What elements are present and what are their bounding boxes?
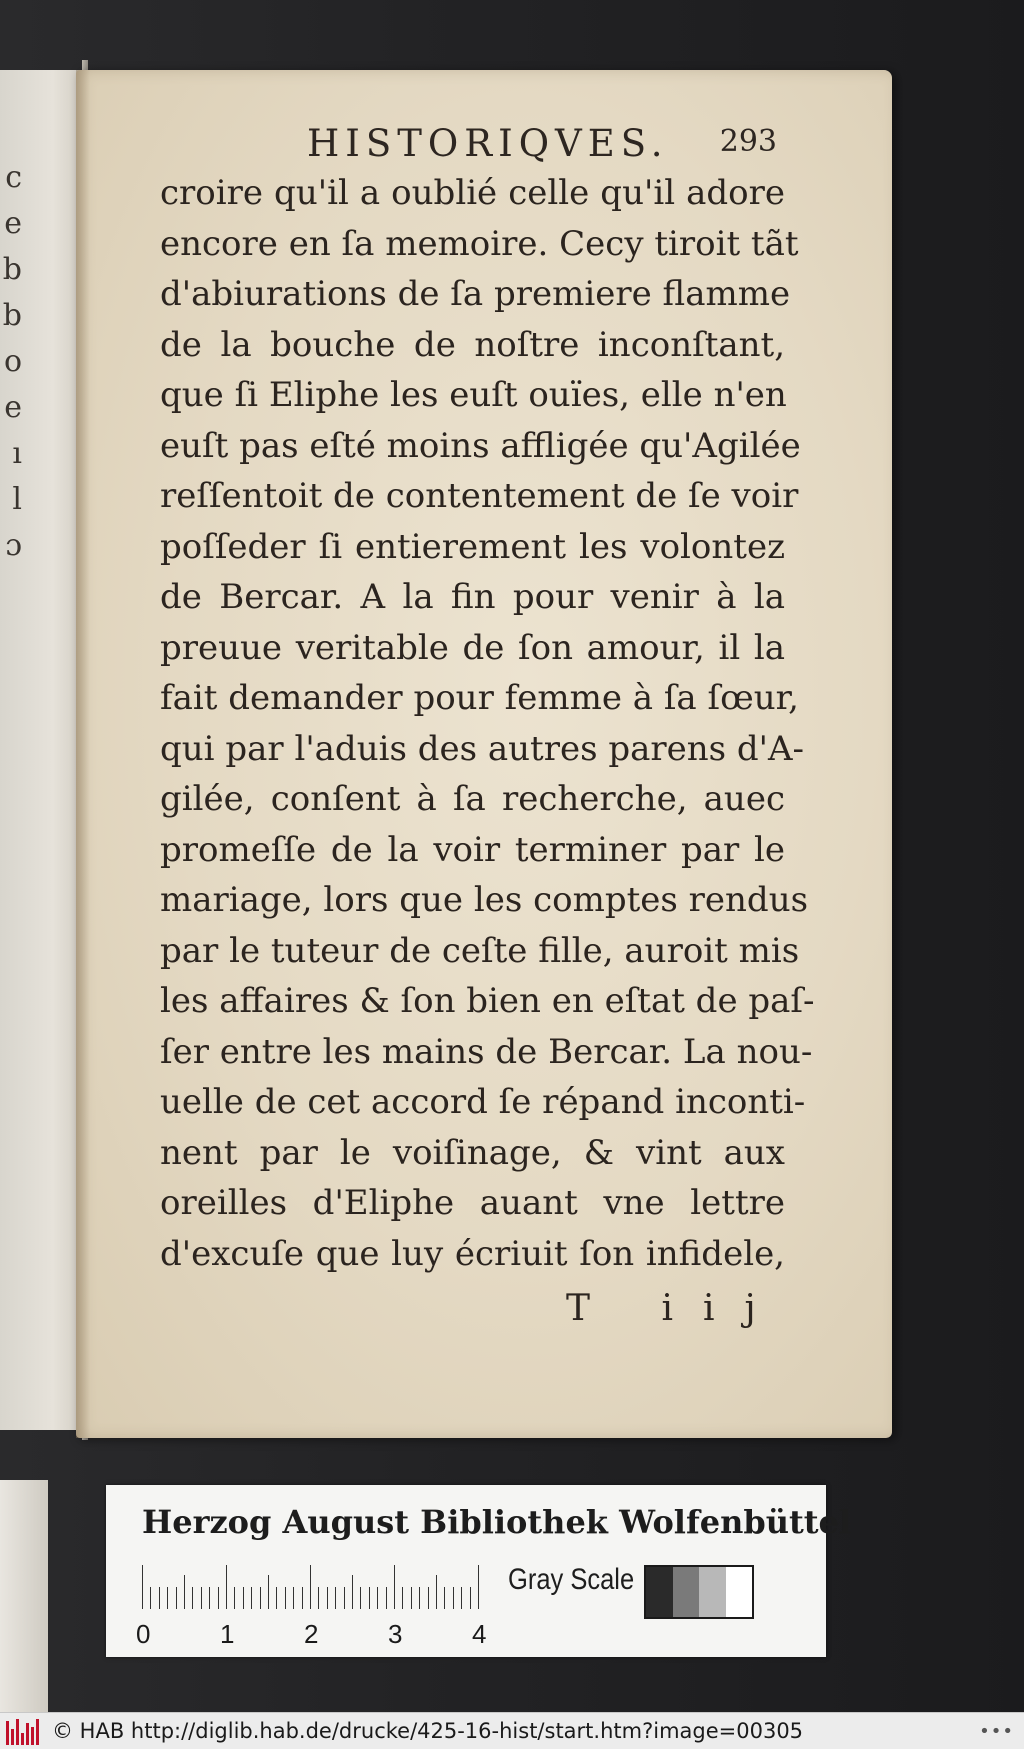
- ruler-tick: [419, 1587, 420, 1609]
- ruler-tick: [369, 1587, 370, 1609]
- ruler-number: 4: [472, 1619, 487, 1649]
- text-line: reſſentoit de contentement de ſe voir: [160, 476, 799, 516]
- text-block: [160, 168, 815, 1279]
- text-line: encore en ſa memoire. Cecy tiroit tãt: [160, 223, 799, 264]
- ruler-tick: [318, 1587, 319, 1609]
- signature-mark: T iij: [566, 1288, 786, 1329]
- hab-barcode-logo-icon[interactable]: [6, 1717, 46, 1745]
- text-line: gilée, conſent à ſa recherche, auec: [160, 779, 785, 819]
- left-page-letter: o: [3, 344, 22, 379]
- ruler-tick: [293, 1587, 294, 1609]
- text-line: uelle de cet accord ſe répand inconti-: [160, 1082, 806, 1122]
- ruler-tick: [251, 1587, 252, 1609]
- ruler-tick: [310, 1565, 311, 1609]
- ruler-tick: [268, 1575, 269, 1609]
- text-line: poſſeder ſi entierement les volontez: [160, 526, 785, 567]
- scale-card: [106, 1485, 852, 1657]
- ruler-tick: [386, 1587, 387, 1609]
- ruler-tick: [260, 1587, 261, 1609]
- text-line: les affaires & ſon bien en eſtat de paſ-: [160, 981, 815, 1021]
- left-page-letter: l: [12, 482, 22, 517]
- left-page-letter: b: [2, 298, 22, 333]
- ruler-tick: [360, 1587, 361, 1609]
- text-line: promeſſe de la voir terminer par le: [160, 829, 785, 870]
- ruler-tick: [243, 1587, 244, 1609]
- ruler-tick: [209, 1587, 210, 1609]
- text-line: de la bouche de noſtre inconſtant,: [160, 324, 785, 365]
- page-number: 293: [719, 124, 777, 159]
- ruler-tick: [302, 1587, 303, 1609]
- ruler-tick: [335, 1587, 336, 1609]
- ruler-tick: [411, 1587, 412, 1609]
- ruler-tick: [167, 1587, 168, 1609]
- gray-swatch: [726, 1567, 753, 1617]
- text-line: qui par l'aduis des autres parens d'A-: [160, 728, 805, 769]
- ruler-tick: [453, 1587, 454, 1609]
- ruler-number: 2: [304, 1619, 319, 1649]
- status-url-text[interactable]: © HAB http://diglib.hab.de/drucke/425-16-hist/start.htm?image=00305: [52, 1719, 804, 1743]
- ruler-tick: [192, 1587, 193, 1609]
- ruler-tick: [276, 1587, 277, 1609]
- text-line: de Bercar. A la fin pour venir à la: [160, 577, 785, 617]
- running-title: HISTORIQVES.: [307, 122, 669, 165]
- ruler-tick: [352, 1575, 353, 1609]
- book-page: [76, 70, 892, 1438]
- running-head: [231, 122, 781, 172]
- gray-swatch: [646, 1567, 673, 1617]
- ruler-tick: [436, 1575, 437, 1609]
- page-fold: [76, 70, 90, 1438]
- ruler: [142, 1563, 490, 1609]
- ruler-tick: [470, 1587, 471, 1609]
- ruler-tick: [176, 1587, 177, 1609]
- ruler-tick: [142, 1565, 143, 1609]
- text-line: mariage, lors que les comptes rendus: [160, 880, 809, 920]
- ruler-tick: [461, 1587, 462, 1609]
- ruler-tick: [402, 1587, 403, 1609]
- ruler-tick: [234, 1587, 235, 1609]
- gray-swatch: [673, 1567, 700, 1617]
- ruler-tick: [344, 1587, 345, 1609]
- text-line: oreilles d'Eliphe auant vne lettre: [160, 1183, 785, 1223]
- ruler-tick: [159, 1587, 160, 1609]
- text-line: d'abiurations de ſa premiere flamme: [160, 274, 791, 314]
- ruler-tick: [394, 1565, 395, 1609]
- library-name: Herzog August Bibliothek Wolfenbüttel: [142, 1503, 852, 1541]
- text-line: nent par le voiſinage, & vint aux: [160, 1132, 785, 1173]
- left-page-letter: c: [5, 160, 22, 195]
- ruler-tick: [428, 1587, 429, 1609]
- left-page-letter: ɔ: [5, 528, 22, 563]
- ruler-tick: [327, 1587, 328, 1609]
- ruler-number: 1: [220, 1619, 235, 1649]
- left-page-letter: ı: [12, 436, 22, 471]
- ruler-tick: [150, 1587, 151, 1609]
- ruler-tick: [201, 1587, 202, 1609]
- ruler-number: 0: [136, 1619, 151, 1649]
- ruler-number: 3: [388, 1619, 403, 1649]
- text-line: que ſi Eliphe les euſt ouïes, elle n'en: [160, 375, 787, 415]
- text-line: fait demander pour femme à ſa ſœur,: [160, 678, 799, 718]
- ellipsis-icon[interactable]: •••: [979, 1720, 1014, 1742]
- left-page-strip: [0, 1480, 48, 1712]
- text-line: preuue veritable de ſon amour, il la: [160, 627, 785, 668]
- left-page-letter: b: [2, 252, 22, 287]
- status-bar: [0, 1712, 1024, 1749]
- gray-scale-label: Gray Scale: [508, 1563, 635, 1596]
- left-page-letter: e: [4, 390, 22, 425]
- text-line: ſer entre les mains de Bercar. La nou-: [160, 1031, 813, 1072]
- ruler-tick: [377, 1587, 378, 1609]
- ruler-tick: [444, 1587, 445, 1609]
- text-line: croire qu'il a oublié celle qu'il adore: [160, 173, 785, 213]
- ruler-tick: [184, 1575, 185, 1609]
- text-line: euſt pas eſté moins affligée qu'Agilée: [160, 425, 801, 466]
- text-line: d'excuſe que luy écriuit ſon infidele,: [160, 1233, 785, 1274]
- left-page-letter: e: [4, 206, 22, 241]
- ruler-tick: [478, 1565, 479, 1609]
- gray-swatch: [699, 1567, 726, 1617]
- ruler-tick: [226, 1565, 227, 1609]
- ruler-tick: [218, 1587, 219, 1609]
- gray-scale-swatches: [644, 1565, 754, 1619]
- ruler-tick: [285, 1587, 286, 1609]
- text-line: par le tuteur de ceſte fille, auroit mis: [160, 930, 800, 971]
